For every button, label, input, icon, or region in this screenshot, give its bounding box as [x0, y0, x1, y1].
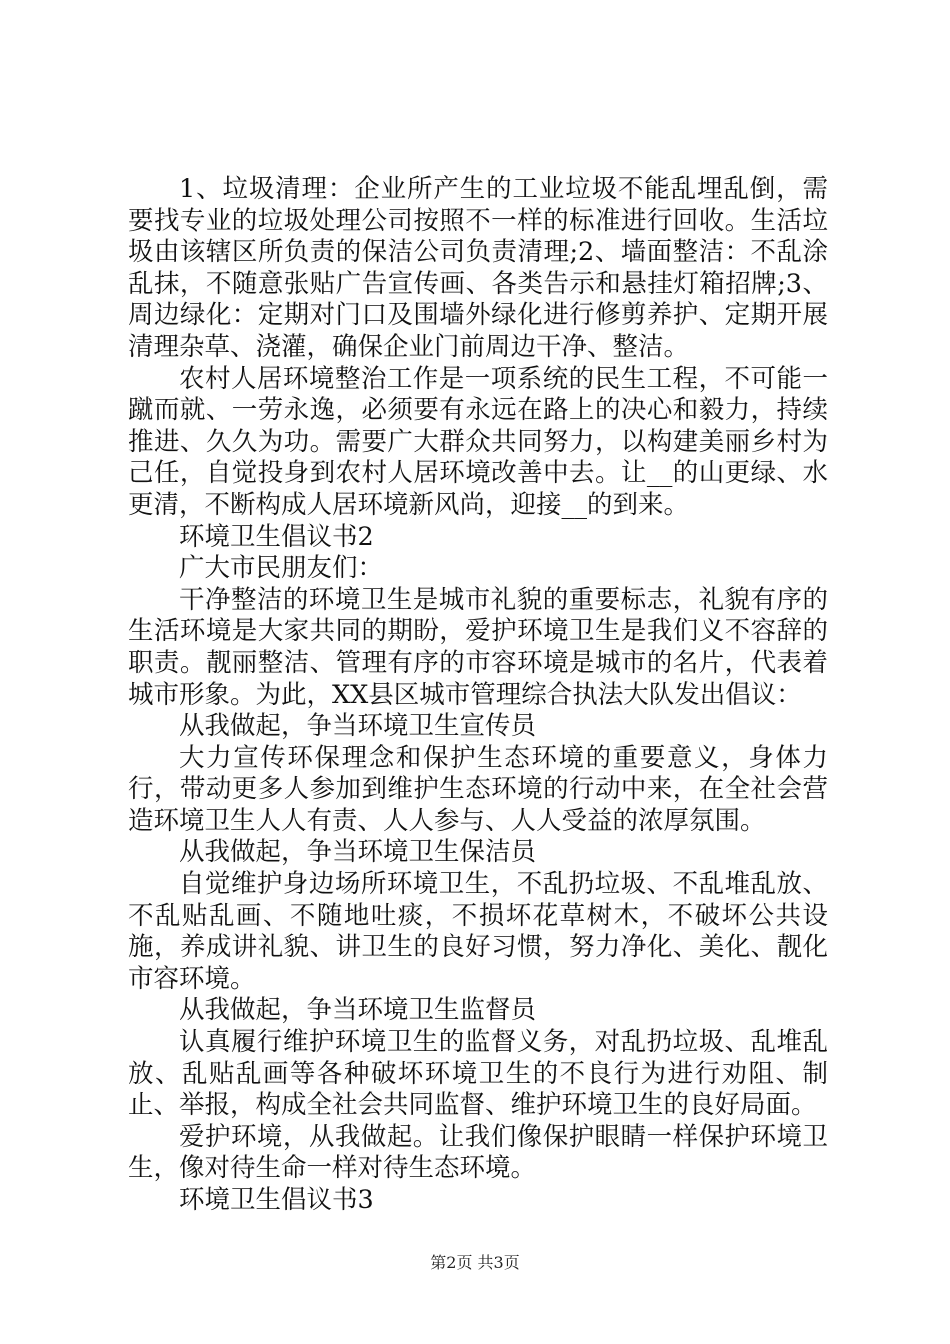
salutation: 广大市民朋友们：: [179, 553, 384, 584]
paragraph-intro: 干净整洁的环境卫生是城市礼貌的重要标志，礼貌有序的生活环境是大家共同的期盼，爱护环境卫生是我们义不容辞的职责。靓丽整洁、管理有序的市容环境是城市的名片，代表着城市形象。为此，XX县区城市管理综合执法大队发出倡议：: [128, 584, 828, 710]
subheading-cleaner: 从我做起，争当环境卫生保洁员: [179, 837, 537, 868]
section-heading-proposal-2: 环境卫生倡议书2: [179, 521, 374, 552]
paragraph-propagandist: 大力宣传环保理念和保护生态环境的重要意义，身体力行，带动更多人参加到维护生态环境的行动中来，在全社会营造环境卫生人人有责、人人参与、人人受益的浓厚氛围。: [128, 742, 828, 836]
paragraph-rural-environment: 农村人居环境整治工作是一项系统的民生工程，不可能一蹴而就、一劳永逸，必须要有永远在路上的决心和毅力，持续推进、久久为功。需要广大群众共同努力，以构建美丽乡村为己任，自觉投身到农村人居环境改善中去。让__的山更绿、水更清，不断构成人居环境新风尚，迎接__的到来。: [128, 363, 828, 520]
section-heading-proposal-3: 环境卫生倡议书3: [179, 1185, 374, 1215]
paragraph-cleanup-rules: 1、垃圾清理：企业所产生的工业垃圾不能乱埋乱倒，需要找专业的垃圾处理公司按照不一样的标准进行回收。生活垃圾由该辖区所负责的保洁公司负责清理;2、墙面整洁：不乱涂乱抹，不随意张贴广告宣传画、各类告示和悬挂灯箱招牌;3、周边绿化：定期对门口及围墙外绿化进行修剪养护、定期开展清理杂草、浇灌，确保企业门前周边干净、整洁。: [128, 174, 828, 362]
paragraph-closing: 爱护环境，从我做起。让我们像保护眼睛一样保护环境卫生，像对待生命一样对待生态环境。: [128, 1121, 828, 1184]
paragraph-supervisor: 认真履行维护环境卫生的监督义务，对乱扔垃圾、乱堆乱放、乱贴乱画等各种破坏环境卫生的不良行为进行劝阻、制止、举报，构成全社会共同监督、维护环境卫生的良好局面。: [128, 1027, 828, 1121]
document-body: [128, 174, 828, 1217]
page-number-footer: 第2页 共3页: [430, 1253, 520, 1272]
paragraph-cleaner: 自觉维护身边场所环境卫生，不乱扔垃圾、不乱堆乱放、不乱贴乱画、不随地吐痰，不损坏花草树木，不破坏公共设施，养成讲礼貌、讲卫生的良好习惯，努力净化、美化、靓化市容环境。: [128, 869, 828, 994]
subheading-propagandist: 从我做起，争当环境卫生宣传员: [179, 711, 537, 742]
subheading-supervisor: 从我做起，争当环境卫生监督员: [179, 995, 537, 1026]
